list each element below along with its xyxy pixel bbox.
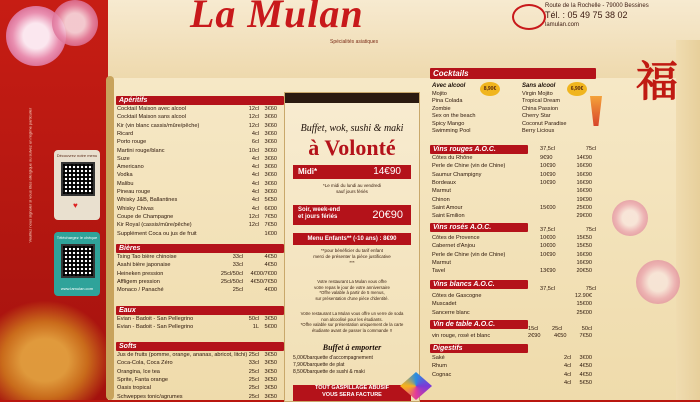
item-price: 10€90	[540, 171, 556, 178]
menu-row	[117, 222, 277, 228]
wine-row	[432, 252, 592, 258]
menu-row	[117, 316, 277, 322]
qr-caption: Découvrez notre menu	[56, 153, 98, 158]
cocktails-avec-title: Avec alcool	[432, 83, 466, 89]
item-name: Kir (vin blanc cassis/mûre/pêche)	[117, 122, 200, 129]
soir-price: 20€90	[372, 209, 403, 221]
item-price: 10€00	[540, 243, 556, 250]
panel-top-bar	[285, 93, 419, 103]
cocktail-item: Pina Colada	[432, 98, 463, 105]
col-header: 75cl	[585, 146, 596, 152]
item-name: Schweppes tonic/agrumes	[117, 393, 183, 400]
item-size: 4cl	[564, 363, 572, 370]
item-price: 2€90	[528, 333, 541, 339]
item-name: Côtes de Provence	[432, 235, 480, 241]
item-name: Jus de fruits (pomme, orange, ananas, abricot, litchi)	[117, 352, 248, 358]
item-size: 12cl	[248, 122, 259, 129]
emporter-title: Buffet à emporter	[322, 343, 382, 352]
item-price: 4€00/7€00	[250, 270, 277, 277]
item-name: Evian - Badoit - San Pellegrino	[117, 324, 194, 331]
item-name: Orangina, Ice tea	[117, 368, 160, 375]
item-size: 2cl	[564, 355, 572, 361]
item-size: 12cl	[248, 106, 259, 112]
item-price: 4€50	[264, 262, 277, 269]
menu-row	[117, 279, 277, 285]
qr-code-icon[interactable]	[61, 162, 95, 196]
cocktail-item: Virgin Mojito	[522, 91, 553, 97]
item-name: Cognac	[432, 371, 452, 378]
emporter-list	[293, 355, 411, 376]
item-name: Coca-Cola, Coca Zéro	[117, 360, 173, 367]
wine-row	[432, 213, 592, 219]
wine-row	[432, 235, 592, 241]
item-price: 4€50/7€50	[250, 278, 277, 285]
website-line: lamulan.com	[545, 22, 580, 28]
wine-row	[432, 260, 592, 266]
item-price: 15€50	[576, 243, 592, 250]
item-price: 5€50	[579, 379, 592, 386]
item-name: Affligem pression	[117, 278, 160, 285]
wine-row	[432, 172, 592, 178]
menu-row	[117, 123, 277, 129]
col-header: 37,5cl	[540, 286, 555, 292]
enfants-note-line: **pour bénéficier du tarif enfant	[320, 248, 384, 253]
item-name: Bordeaux	[432, 179, 456, 186]
qr-caption: Téléchargez le chèque	[56, 235, 98, 240]
address-line: Route de la Rochelle - 79000 Bessines	[545, 3, 649, 9]
item-name: Monaco / Panaché	[117, 287, 164, 294]
qr-pattern	[63, 246, 93, 276]
midi-label: Midi*	[298, 167, 318, 176]
item-size: 4cl	[564, 379, 572, 386]
menu-row	[117, 324, 277, 330]
item-size: 4cl	[564, 371, 572, 378]
item-name: Tavel	[432, 268, 446, 275]
item-price: 3€50	[264, 360, 277, 367]
waste-line: TOUT GASPILLAGE ABUSIF	[315, 385, 389, 391]
item-price: 16€90	[576, 188, 592, 195]
menu-row	[117, 352, 277, 358]
item-price: 10€00	[540, 235, 556, 241]
chinese-seal-icon: 福	[635, 57, 678, 106]
menu-row	[117, 197, 277, 203]
item-name: Coupe de Champagne	[117, 213, 174, 220]
item-price: 15€00	[576, 301, 592, 308]
section-digestifs-title: Digestifs	[430, 344, 528, 353]
item-price: 3€50	[264, 376, 277, 383]
digestif-row	[432, 355, 592, 361]
item-name: Porto rouge	[117, 139, 147, 146]
item-price: 6€00	[264, 205, 277, 212]
section-bieres-title: Bières	[116, 244, 284, 253]
item-size: 25cl/50cl	[220, 278, 243, 285]
cocktails-sans-title: Sans alcool	[522, 83, 556, 89]
section-eaux-title: Eaux	[116, 306, 284, 315]
cocktail-item: Zombie	[432, 105, 451, 112]
col-header: 75cl	[585, 227, 596, 233]
item-size: 4cl	[251, 172, 259, 179]
qr-card-cheque[interactable]	[54, 232, 100, 296]
item-size: 25cl	[248, 393, 259, 400]
item-price: 3€60	[264, 189, 277, 195]
section-aperitifs-title: Apéritifs	[116, 96, 284, 105]
item-name: Cabernet d'Anjou	[432, 243, 476, 250]
midi-note-line: sauf jours fériés	[336, 189, 368, 194]
wine-row	[432, 197, 592, 203]
col-header: 75cl	[585, 286, 596, 292]
col-header: 15cl	[528, 326, 539, 332]
item-price: 9€90	[540, 155, 553, 161]
offer-line: votre repas le jour de votre anniversaire	[314, 284, 390, 290]
item-size: 4cl	[251, 189, 259, 195]
item-size: 4cl	[251, 197, 259, 204]
menu-row	[117, 254, 277, 260]
item-price: 3€60	[264, 106, 277, 112]
enfants-note	[285, 248, 419, 266]
item-price: 3€50	[264, 352, 277, 358]
menu-row	[117, 360, 277, 366]
blossom-decoration	[52, 0, 98, 46]
item-name: Kir Royal (cassis/mûre/pêche)	[117, 222, 192, 229]
menu-row	[117, 139, 277, 145]
section-cocktails-title: Cocktails	[430, 68, 596, 79]
item-name: Perle de Chine (vin de Chine)	[432, 163, 506, 170]
item-name: Marmut	[432, 259, 451, 266]
cocktail-item: Mojito	[432, 91, 447, 97]
item-name: Tsing Tao bière chinoise	[117, 254, 177, 260]
menu-row	[117, 181, 277, 187]
wine-row	[432, 293, 592, 299]
item-price: 20€50	[576, 268, 592, 275]
item-size: 12cl	[248, 213, 259, 220]
blossom-decoration	[612, 200, 648, 236]
offer-line: étudiante avant de passer la commande !!	[311, 327, 393, 333]
price-badge-avec: 8,90€	[480, 82, 500, 96]
item-price: 16€90	[576, 163, 592, 170]
wine-row	[432, 243, 592, 249]
soir-label	[298, 207, 340, 221]
menu-row	[117, 262, 277, 268]
midi-note-line: *Le midi du lundi au vendredi	[322, 183, 382, 188]
item-price: 25€00	[576, 204, 592, 211]
item-price: 3€50	[264, 368, 277, 375]
qr-code-icon[interactable]	[61, 244, 95, 278]
item-price: 3€60	[264, 172, 277, 179]
menu-row	[117, 385, 277, 391]
wine-row	[432, 188, 592, 194]
item-size: 33cl	[232, 254, 243, 260]
item-size: 4cl	[251, 130, 259, 137]
item-price: 3€50	[264, 393, 277, 400]
item-price: 4€50	[554, 333, 567, 339]
cocktail-item: Spicy Mango	[432, 120, 465, 127]
soir-box	[293, 205, 411, 225]
menu-row	[117, 156, 277, 162]
item-name: Sprite, Fanta orange	[117, 376, 168, 383]
item-price: 13€90	[540, 268, 556, 275]
section-vins-rouges-title: Vins rouges A.O.C.	[430, 145, 528, 154]
item-name: vin rouge, rosé et blanc	[432, 333, 491, 339]
item-name: Sancerre blanc	[432, 309, 470, 316]
cocktail-item: China Passion	[522, 105, 559, 112]
item-size: 12cl	[248, 222, 259, 229]
item-price: 15€00	[540, 204, 556, 211]
tagline: Spécialités asiatiques	[330, 39, 379, 45]
vertical-allergy-note: Veuillez nous signaler si vous êtes allergique ou suivez un régime particulier	[27, 107, 33, 243]
item-size: 4cl	[251, 164, 259, 171]
wine-row	[432, 310, 592, 316]
wine-row	[432, 180, 592, 186]
item-name: Côtes du Rhône	[432, 155, 473, 161]
item-price: 4€50	[264, 254, 277, 260]
menu-row	[117, 377, 277, 383]
phone-line: Tél. : 05 49 75 38 02	[545, 10, 628, 20]
item-price: 3€50	[264, 316, 277, 322]
item-name: Saint Emilion	[432, 213, 465, 220]
item-price: 7€50	[579, 333, 592, 339]
separator-stars: ***	[349, 260, 355, 265]
col-header: 50cl	[581, 326, 592, 332]
cocktails-avec-list	[432, 91, 476, 135]
waste-warning	[293, 385, 411, 401]
item-price: 3€00	[579, 355, 592, 361]
section-vins-blancs-title: Vins blancs A.O.C.	[430, 280, 528, 289]
qr-pattern	[63, 164, 93, 194]
item-price: 3€60	[264, 180, 277, 187]
offer-line: non alcoolisé pour les étudiants.	[321, 316, 383, 322]
menu-row	[117, 394, 277, 400]
item-price: 10€90	[540, 251, 556, 258]
section-vins-roses-title: Vins rosés A.O.C.	[430, 223, 528, 232]
offer-line: sur présentation d'une pièce d'identité.	[315, 295, 389, 301]
wine-row	[432, 268, 592, 274]
item-price: 7€50	[264, 213, 277, 220]
buffet-heading: Buffet, wok, sushi & maki	[300, 123, 404, 134]
item-size: 25cl/50cl	[220, 270, 243, 277]
menu-row	[117, 369, 277, 375]
emporter-item: 8,50€/barquette de sushi & maki	[293, 369, 365, 375]
item-name: Heineken pression	[117, 270, 164, 277]
item-price: 3€60	[264, 139, 277, 146]
item-price: 3€60	[264, 164, 277, 171]
midi-box	[293, 165, 411, 179]
item-size: 4cl	[251, 155, 259, 162]
offer-line: Votre restaurant La Mulan vous offre un verre de soda	[300, 311, 404, 316]
item-size: 4cl	[251, 205, 259, 212]
menu-row	[117, 106, 277, 112]
item-size: 4cl	[251, 180, 259, 187]
item-name: Pineau rouge	[117, 189, 151, 195]
menu-row	[117, 206, 277, 212]
emporter-item: 7,90€/barquette de plat	[293, 362, 345, 368]
item-name: Chinon	[432, 196, 450, 203]
item-price: 4€50	[579, 363, 592, 370]
item-price: 12.90€	[574, 293, 592, 299]
item-name: Vodka	[117, 172, 133, 179]
menu-row	[117, 131, 277, 137]
enfants-box: Menu Enfants** (-10 ans) : 8€90	[293, 233, 411, 245]
item-price: 10€90	[540, 179, 556, 186]
item-size: 33cl	[248, 360, 259, 367]
item-name: Cocktail Maison sans alcool	[117, 114, 187, 121]
cocktail-item: Sex on the beach	[432, 113, 476, 120]
item-name: Marmut	[432, 188, 451, 195]
wine-row	[432, 301, 592, 307]
website-caption: www.lamulan.com	[60, 286, 94, 291]
item-name: Rhum	[432, 363, 447, 370]
digestif-row	[432, 363, 592, 369]
cocktail-item: Berry Licious	[522, 128, 555, 135]
item-name: Americano	[117, 164, 144, 171]
vin-table-row	[432, 333, 592, 339]
qr-card-menu[interactable]	[54, 150, 100, 220]
item-price: 3€60	[264, 114, 277, 121]
item-price: 29€00	[576, 213, 592, 220]
item-price: 4€00	[264, 287, 277, 294]
item-price: 16€90	[576, 171, 592, 178]
address-block	[545, 2, 675, 29]
item-name: Whisky Chivas	[117, 205, 154, 212]
waste-line: VOUS SERA FACTURE	[322, 392, 382, 398]
item-price: 5€00	[264, 324, 277, 331]
item-name: Martini rouge/blanc	[117, 147, 165, 154]
menu-row	[117, 164, 277, 170]
digestif-row	[432, 372, 592, 378]
cocktail-item: Swimming Pool	[432, 128, 471, 135]
item-price: 15€50	[576, 235, 592, 241]
student-offer	[285, 311, 419, 333]
item-price: 16€90	[576, 179, 592, 186]
item-size: 50cl	[248, 316, 259, 322]
item-name: Asahi bière japonaise	[117, 262, 171, 269]
menu-row	[117, 189, 277, 195]
item-price: 14€90	[576, 155, 592, 161]
item-price: 25€00	[576, 309, 592, 316]
col-header: 37,5cl	[540, 227, 555, 233]
cocktail-item: Tropical Dream	[522, 98, 561, 105]
item-name: Ricard	[117, 130, 134, 137]
restaurant-logo: La Mulan	[190, 0, 364, 36]
item-price: 5€50	[264, 197, 277, 204]
section-vin-table-title: Vin de table A.O.C.	[430, 320, 528, 329]
heart-icon: ♥	[73, 201, 78, 210]
item-size: 1L	[252, 324, 259, 331]
menu-row	[117, 214, 277, 220]
menu-row	[117, 287, 277, 293]
item-name: Malibu	[117, 180, 134, 187]
item-size: 6cl	[251, 139, 259, 146]
cocktails-sans-list	[522, 91, 566, 135]
midi-price: 14€90	[373, 166, 401, 177]
item-size: 10cl	[248, 147, 259, 154]
item-price: 1€00	[264, 230, 277, 237]
item-size: 12cl	[248, 114, 259, 121]
item-size: 25cl	[248, 368, 259, 375]
scroll-roll-left	[106, 76, 114, 400]
col-header: 37,5cl	[540, 146, 555, 152]
item-price: 3€60	[264, 147, 277, 154]
item-price: 16€90	[576, 251, 592, 258]
item-name: Whisky J&B, Ballantines	[117, 197, 178, 204]
item-price: 10€90	[540, 163, 556, 170]
item-price: 3€60	[264, 155, 277, 162]
item-name: Evian - Badoit - San Pellegrino	[117, 316, 194, 322]
item-price: 4€50	[579, 371, 592, 378]
soir-label-line: Soir, week-end	[298, 207, 341, 213]
cloud-ornament-icon	[512, 4, 546, 30]
item-name: Saké	[432, 355, 445, 361]
menu-row	[117, 271, 277, 277]
item-size: 25cl	[248, 376, 259, 383]
item-price: 7€50	[264, 222, 277, 229]
item-name: Saumur Champigny	[432, 171, 482, 178]
volonte-heading: à Volonté	[308, 135, 396, 160]
wine-row	[432, 155, 592, 161]
midi-note	[285, 183, 419, 195]
item-price: 16€90	[576, 259, 592, 266]
item-size: 33cl	[232, 262, 243, 269]
item-name: Oasis tropical	[117, 385, 151, 392]
item-price: 3€60	[264, 130, 277, 137]
cocktail-item: Cherry Star	[522, 113, 551, 120]
emporter-item: 5,00€/barquette d'accompagnement	[293, 355, 373, 361]
offer-line: *Offre valable à partir de 5 menus,	[319, 290, 385, 296]
dragon-decoration	[0, 300, 112, 400]
soir-label-line: et jours fériés	[298, 214, 338, 220]
menu-row	[117, 172, 277, 178]
cocktail-item: Coconut Paradise	[522, 120, 567, 127]
item-name: Muscadet	[432, 301, 457, 308]
offer-line: Votre restaurant La Mulan vous offre	[317, 279, 387, 284]
birthday-offer	[285, 279, 419, 301]
wine-row	[432, 163, 592, 169]
item-price: 19€90	[576, 196, 592, 203]
menu-row	[117, 114, 277, 120]
item-size: 25cl	[232, 287, 243, 294]
item-size: 25cl	[248, 352, 259, 358]
col-header: 25cl	[552, 326, 563, 332]
blossom-decoration	[636, 260, 680, 304]
item-name: Suze	[117, 155, 130, 162]
offer-line: *Offre valable sur présentation uniquement de la carte	[300, 322, 404, 328]
menu-row	[117, 148, 277, 154]
section-softs-title: Softs	[116, 342, 284, 351]
item-name: Supplément Coca ou jus de fruit	[117, 230, 197, 237]
item-name: Saint Amour	[432, 204, 463, 211]
item-name: Côtes de Gascogne	[432, 293, 482, 299]
menu-row	[117, 231, 277, 237]
item-name: Perle de Chine (vin de Chine)	[432, 251, 506, 258]
wine-row	[432, 205, 592, 211]
item-size: 25cl	[248, 385, 259, 392]
item-price: 3€60	[264, 122, 277, 129]
buffet-panel	[284, 92, 420, 402]
item-price: 3€50	[264, 385, 277, 392]
item-name: Cocktail Maison avec alcool	[117, 106, 187, 112]
enfants-note-line: merci de présenter la pièce justificative	[313, 254, 391, 259]
price-badge-sans: 6,90€	[567, 82, 587, 96]
